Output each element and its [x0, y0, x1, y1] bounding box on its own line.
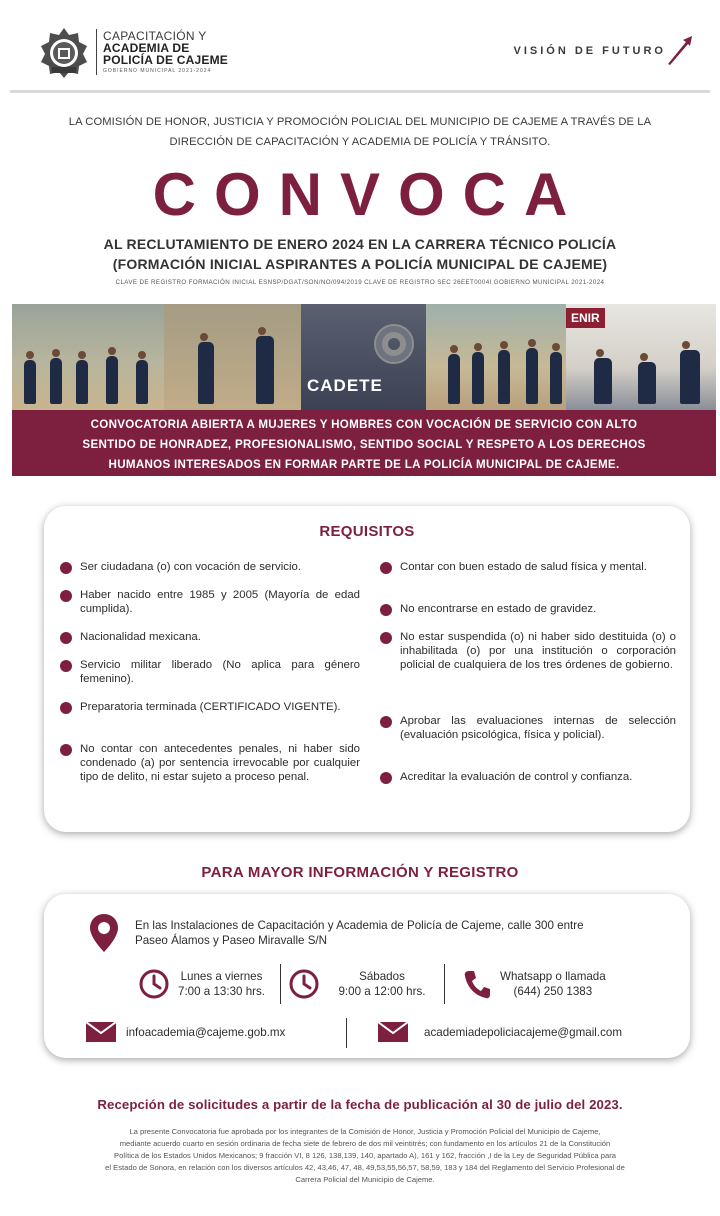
address-line-1: En las Instalaciones de Capacitación y Academia de Policía de Cajeme, calle 300 entre	[135, 919, 584, 932]
email-address-1[interactable]: infoacademia@cajeme.gob.mx	[126, 1025, 286, 1039]
requirement-item	[380, 770, 676, 784]
bullet-icon	[380, 562, 392, 574]
cadete-label: CADETE	[307, 376, 383, 395]
cadet-figure	[50, 358, 62, 404]
logo-line-4: GOBIERNO MUNICIPAL 2021-2024	[103, 68, 212, 74]
requirement-item	[60, 742, 360, 784]
email-icon	[378, 1022, 408, 1042]
logo-line-1: CAPACITACIÓN Y	[103, 29, 207, 43]
photo-classroom	[566, 304, 716, 410]
bullet-icon	[60, 590, 72, 602]
bullet-icon	[380, 772, 392, 784]
saturday-schedule	[288, 964, 434, 1004]
bullet-icon	[60, 702, 72, 714]
phone-label: Whatsapp o llamada	[500, 970, 606, 983]
header-divider	[10, 90, 710, 93]
photo-tactical-drill	[426, 304, 566, 410]
saturday-label: Sábados	[359, 970, 405, 983]
info-title: PARA MAYOR INFORMACIÓN Y REGISTRO	[201, 864, 519, 881]
photo-defense-training	[164, 304, 301, 410]
legal-line-5: Carrera Policial del Municipio de Cajeme.	[295, 1175, 435, 1184]
email-icon	[86, 1022, 116, 1042]
registration-keys: CLAVE DE REGISTRO FORMACIÓN INICIAL ESNSP/DGAT/SON/NO/094/2019 CLAVE DE REGISTRO SEC 26EET0004I GOBIERNO MUNICIPAL 2021-2024	[115, 279, 605, 286]
banner-line-3: HUMANOS INTERESADOS EN FORMAR PARTE DE LA POLICÍA MUNICIPAL DE CAJEME.	[108, 458, 620, 471]
header	[0, 0, 720, 92]
photo-cadete-shooting	[301, 304, 426, 410]
reception-notice: Recepción de solicitudes a partir de la fecha de publicación al 30 de julio del 2023.	[97, 1097, 623, 1112]
requirement-text: Ser ciudadana (o) con vocación de servicio.	[80, 561, 301, 573]
cadet-figure	[76, 360, 88, 404]
bullet-icon	[60, 660, 72, 672]
shooting-target	[374, 324, 414, 364]
weekday-label: Lunes a viernes	[180, 970, 263, 983]
legal-line-2: mediante acuerdo cuarto en sesión ordinaria de fecha siete de febrero de dos mil veintitrés; con fundamento en los artículos 21 de la Constitución	[119, 1139, 611, 1148]
enir-sign: ENIR	[566, 308, 605, 328]
schedule-divider	[280, 964, 281, 1004]
headline: CONVOCA	[152, 161, 586, 228]
legal-line-4: el Estado de Sonora, en relación con los diversos artículos 42, 43,46, 47, 48, 49,53,55,56,57, 58,59, 183 y 184 del Reglamento del Servicio Profesional de	[105, 1163, 625, 1172]
cadet-figure	[550, 352, 562, 404]
requirement-item	[60, 630, 360, 644]
weekday-hours: 7:00 a 13:30 hrs.	[178, 985, 266, 998]
clock-icon	[288, 968, 320, 1000]
slogan-text: VISIÓN DE FUTURO	[513, 45, 666, 57]
requirement-item	[60, 700, 360, 714]
logo-text	[103, 30, 228, 74]
legal-line-1: La presente Convocatoria fue aprobada por los integrantes de la Comisión de Honor, Justicia y Promoción Policial del Municipio de Cajeme,	[129, 1127, 601, 1136]
requirements-card	[44, 506, 690, 832]
cadet-figure	[526, 348, 538, 404]
bullet-icon	[60, 562, 72, 574]
requirement-item	[380, 630, 676, 672]
requirement-text: No contar con antecedentes penales, ni haber sido condenado (a) por sentencia irrevocable por cualquier tipo de delito, ni estar sujeto a proceso penal.	[80, 743, 360, 783]
email-address-2[interactable]: academiadepoliciacajeme@gmail.com	[424, 1025, 623, 1039]
academy-logo[interactable]	[38, 26, 228, 78]
cadet-figure	[448, 354, 460, 404]
intro-line-1: LA COMISIÓN DE HONOR, JUSTICIA Y PROMOCIÓN POLICIAL DEL MUNICIPIO DE CAJEME A TRAVÉS DE LA	[68, 116, 652, 128]
logo-divider	[96, 29, 97, 75]
requirements-title: REQUISITOS	[319, 523, 415, 540]
requirement-item	[60, 560, 360, 574]
email-contact-2[interactable]	[378, 1022, 622, 1042]
email-contact-1[interactable]	[86, 1022, 285, 1042]
address[interactable]	[135, 918, 675, 948]
cadet-figure	[198, 342, 214, 404]
slogan	[513, 36, 692, 66]
cadet-figure	[498, 350, 510, 404]
phone-number[interactable]: (644) 250 1383	[513, 985, 593, 998]
legal-line-3: Política de los Estados Unidos Mexicanos; 9 fracción VI, 8 126, 138,139, 140, apartado A), 161 y 162, fracción ,I de la Ley de Seguridad Pública para	[114, 1151, 616, 1160]
weekday-schedule	[138, 964, 265, 1004]
logo-line-3: POLICÍA DE CAJEME	[103, 53, 228, 67]
requirement-item	[380, 714, 676, 742]
requirement-text: No encontrarse en estado de gravidez.	[400, 603, 597, 615]
requirement-text: No estar suspendida (o) ni haber sido destituida (o) o inhabilitada (o) por una institución o corporación policial de cualquiera de los tres órdenes de gobierno.	[400, 631, 676, 671]
police-badge-icon	[38, 26, 90, 78]
email-divider	[346, 1018, 347, 1048]
requirement-text: Haber nacido entre 1985 y 2005 (Mayoría de edad cumplida).	[80, 589, 360, 615]
cadet-figure	[106, 356, 118, 404]
requirement-item	[60, 658, 360, 686]
subtitle-line-1: AL RECLUTAMIENTO DE ENERO 2024 EN LA CARRERA TÉCNICO POLICÍA	[103, 236, 617, 252]
requirement-item	[380, 560, 676, 574]
cadet-figure	[256, 336, 274, 404]
logo-line-2: ACADEMIA DE	[103, 41, 190, 55]
cadet-figure	[24, 360, 36, 404]
bullet-icon	[60, 632, 72, 644]
info-card	[44, 894, 690, 1058]
requirement-item	[380, 602, 676, 616]
cadet-figure	[136, 360, 148, 404]
saturday-hours: 9:00 a 12:00 hrs.	[338, 985, 426, 998]
requirement-item	[60, 588, 360, 616]
phone-contact[interactable]	[464, 964, 606, 1004]
banner-line-1: CONVOCATORIA ABIERTA A MUJERES Y HOMBRES CON VOCACIÓN DE SERVICIO CON ALTO	[90, 418, 638, 431]
bullet-icon	[60, 744, 72, 756]
requirement-text: Servicio militar liberado (No aplica para género femenino).	[80, 659, 360, 685]
intro-text	[40, 112, 680, 152]
phone-icon	[464, 969, 490, 999]
requirement-text: Contar con buen estado de salud física y mental.	[400, 561, 647, 573]
arrow-swoosh-icon	[666, 36, 692, 66]
schedule-divider	[444, 964, 445, 1004]
open-call-banner	[12, 410, 716, 476]
clock-icon	[138, 968, 170, 1000]
banner-line-2: SENTIDO DE HONRADEZ, PROFESIONALISMO, SENTIDO SOCIAL Y RESPETO A LOS DERECHOS	[82, 438, 646, 451]
subtitle-line-2: (FORMACIÓN INICIAL ASPIRANTES A POLICÍA MUNICIPAL DE CAJEME)	[112, 256, 608, 272]
bullet-icon	[380, 716, 392, 728]
requirement-text: Acreditar la evaluación de control y confianza.	[400, 771, 633, 783]
photo-cadets-formation	[12, 304, 164, 410]
cadet-figure	[594, 358, 612, 404]
requirement-text: Aprobar las evaluaciones internas de selección (evaluación psicológica, física y policial).	[400, 715, 676, 741]
legal-notice	[40, 1126, 690, 1186]
requirement-text: Preparatoria terminada (CERTIFICADO VIGENTE).	[80, 701, 341, 713]
cadet-figure	[680, 350, 700, 404]
intro-line-2: DIRECCIÓN DE CAPACITACIÓN Y ACADEMIA DE POLICÍA Y TRÁNSITO.	[169, 136, 551, 148]
requirement-text: Nacionalidad mexicana.	[80, 631, 201, 643]
cadet-figure	[638, 362, 656, 404]
photo-strip	[12, 304, 716, 410]
bullet-icon	[380, 632, 392, 644]
bullet-icon	[380, 604, 392, 616]
cadet-figure	[472, 352, 484, 404]
address-line-2: Paseo Álamos y Paseo Miravalle S/N	[135, 934, 328, 947]
location-pin-icon	[90, 914, 118, 952]
